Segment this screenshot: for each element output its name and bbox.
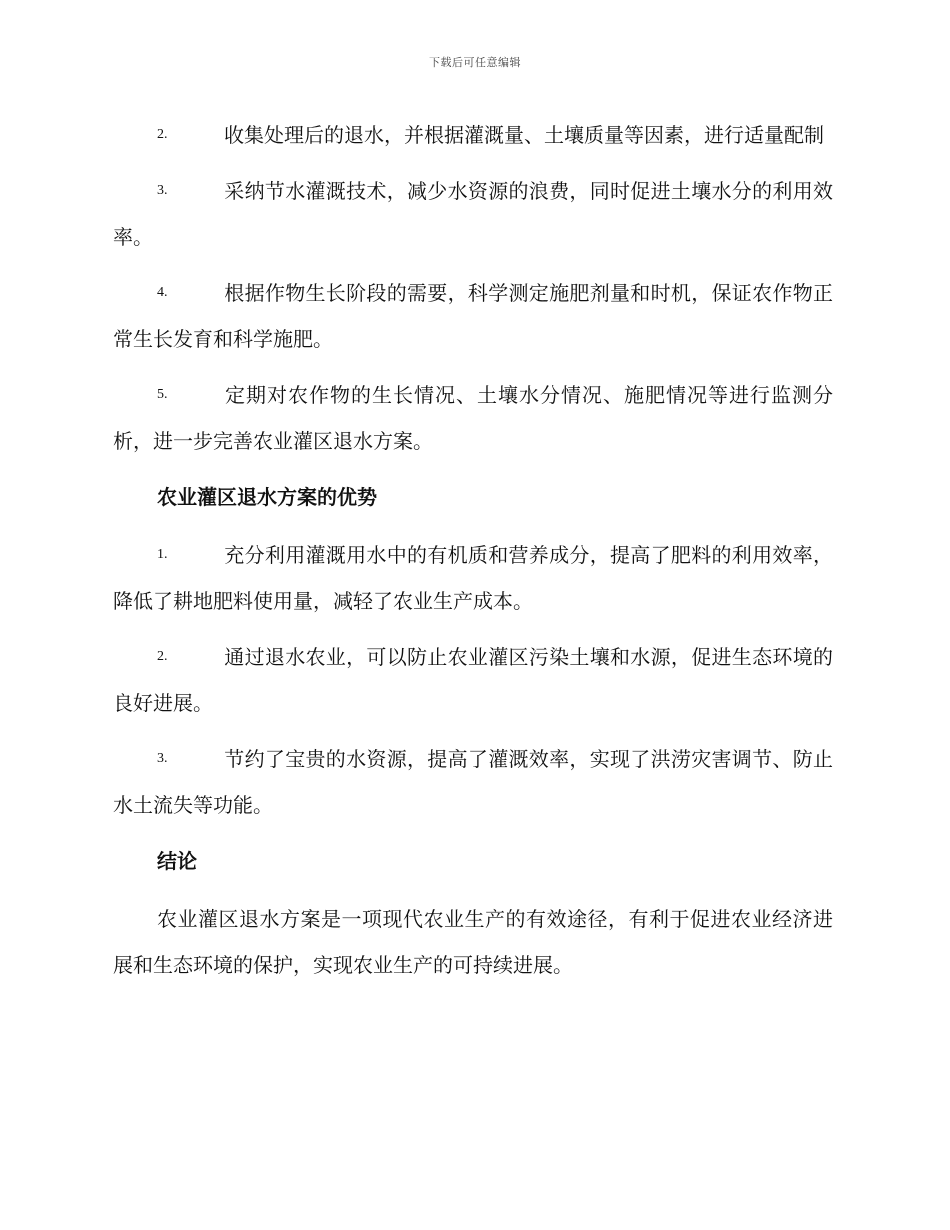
list-item-number: 3. [157,183,168,198]
section-heading-advantages: 农业灌区退水方案的优势 [157,485,377,509]
list-item-text: 采纳节水灌溉技术，减少水资源的浪费，同时促进土壤水分的利用效率。 [113,179,833,249]
list-item [113,634,833,726]
list-item [113,270,833,362]
list-item-number: 4. [157,285,168,300]
header-note: 下载后可任意编辑 [429,56,521,69]
list-item [113,736,833,828]
list-item [113,168,833,260]
list-item-number: 2. [157,649,168,664]
list-item-number: 5. [157,387,168,402]
list-item-text: 节约了宝贵的水资源，提高了灌溉效率，实现了洪涝灾害调节、防止水土流失等功能。 [113,747,833,817]
list-item-text: 根据作物生长阶段的需要，科学测定施肥剂量和时机，保证农作物正常生长发育和科学施肥。 [113,281,833,351]
list-item-text: 通过退水农业，可以防止农业灌区污染土壤和水源，促进生态环境的良好进展。 [113,645,833,715]
list-item-text: 定期对农作物的生长情况、土壤水分情况、施肥情况等进行监测分析，进一步完善农业灌区退水方案。 [113,383,833,453]
list-item [113,112,833,158]
list-item-text: 充分利用灌溉用水中的有机质和营养成分，提高了肥料的利用效率，降低了耕地肥料使用量，减轻了农业生产成本。 [113,543,833,613]
list-item [113,372,833,464]
list-item-number: 3. [157,751,168,766]
list-item-number: 1. [157,547,168,562]
document-body [113,112,833,988]
section-heading-conclusion: 结论 [157,849,197,873]
list-item [113,532,833,624]
conclusion-paragraph: 农业灌区退水方案是一项现代农业生产的有效途径，有利于促进农业经济进展和生态环境的保护，实现农业生产的可持续进展。 [113,907,833,977]
list-item-text: 收集处理后的退水，并根据灌溉量、土壤质量等因素，进行适量配制 [224,123,824,147]
list-item-number: 2. [157,127,168,142]
